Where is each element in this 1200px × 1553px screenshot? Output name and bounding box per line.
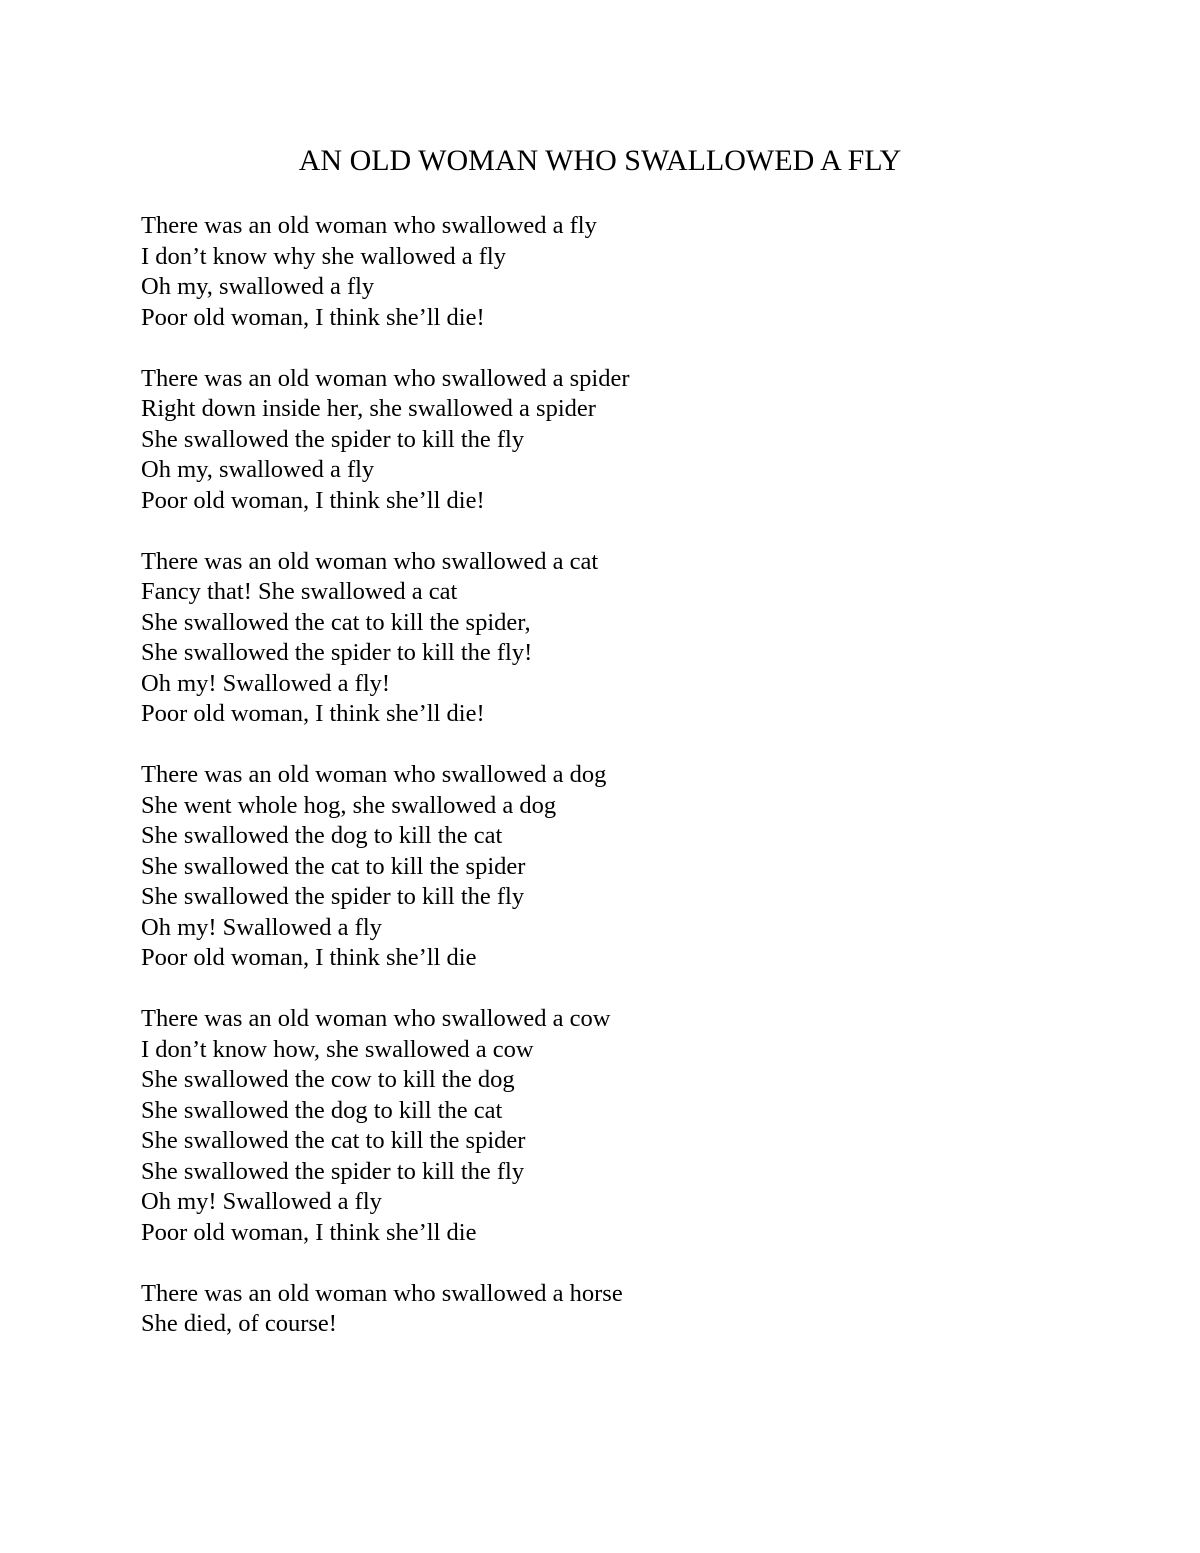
poem-line: Poor old woman, I think she’ll die! [141,303,485,331]
poem-body [141,211,1041,1370]
stanza-5 [141,1004,1041,1248]
poem-line: She swallowed the spider to kill the fly! [141,639,533,666]
poem-line: She died, of course! [141,1310,337,1337]
poem-line: She went whole hog, she swallowed a dog [141,791,557,819]
poem-line: There was an old woman who swallowed a dog [141,761,607,788]
poem-line: She swallowed the cat to kill the spider [141,852,526,880]
poem-line: She swallowed the spider to kill the fly [141,1157,525,1185]
poem-line: Oh my! Swallowed a fly [141,1188,382,1215]
poem-line: There was an old woman who swallowed a horse [141,1279,623,1307]
poem-line: She swallowed the dog to kill the cat [141,822,503,849]
poem-line: I don’t know how, she swallowed a cow [141,1035,534,1063]
poem-line: She swallowed the spider to kill the fly [141,883,525,910]
poem-line: There was an old woman who swallowed a spider [141,364,630,392]
poem-line: Oh my! Swallowed a fly! [141,669,391,697]
poem-line: She swallowed the spider to kill the fly [141,425,525,453]
stanza-2 [141,364,1041,517]
page-title: AN OLD WOMAN WHO SWALLOWED A FLY [298,144,902,177]
poem-line: There was an old woman who swallowed a cow [141,1005,611,1032]
poem-line: Oh my! Swallowed a fly [141,913,382,941]
poem-line: She swallowed the cat to kill the spider, [141,608,531,636]
stanza-6 [141,1279,1041,1340]
poem-line: I don’t know why she wallowed a fly [141,242,506,270]
poem-line: There was an old woman who swallowed a fly [141,212,597,239]
poem-line: Poor old woman, I think she’ll die! [141,700,485,727]
poem-line: Poor old woman, I think she’ll die [141,1218,477,1246]
stanza-1 [141,211,1041,333]
poem-line: Poor old woman, I think she’ll die! [141,486,485,514]
poem-line: Oh my, swallowed a fly [141,456,375,483]
poem-line: She swallowed the cow to kill the dog [141,1066,515,1093]
poem-line: Fancy that! She swallowed a cat [141,578,458,605]
poem-line: Oh my, swallowed a fly [141,273,375,300]
poem-line: She swallowed the dog to kill the cat [141,1096,503,1124]
poem-line: Poor old woman, I think she’ll die [141,944,477,971]
poem-line: She swallowed the cat to kill the spider [141,1127,526,1154]
stanza-3 [141,547,1041,730]
poem-line: Right down inside her, she swallowed a spider [141,395,596,422]
stanza-4 [141,760,1041,974]
poem-line: There was an old woman who swallowed a cat [141,547,599,575]
